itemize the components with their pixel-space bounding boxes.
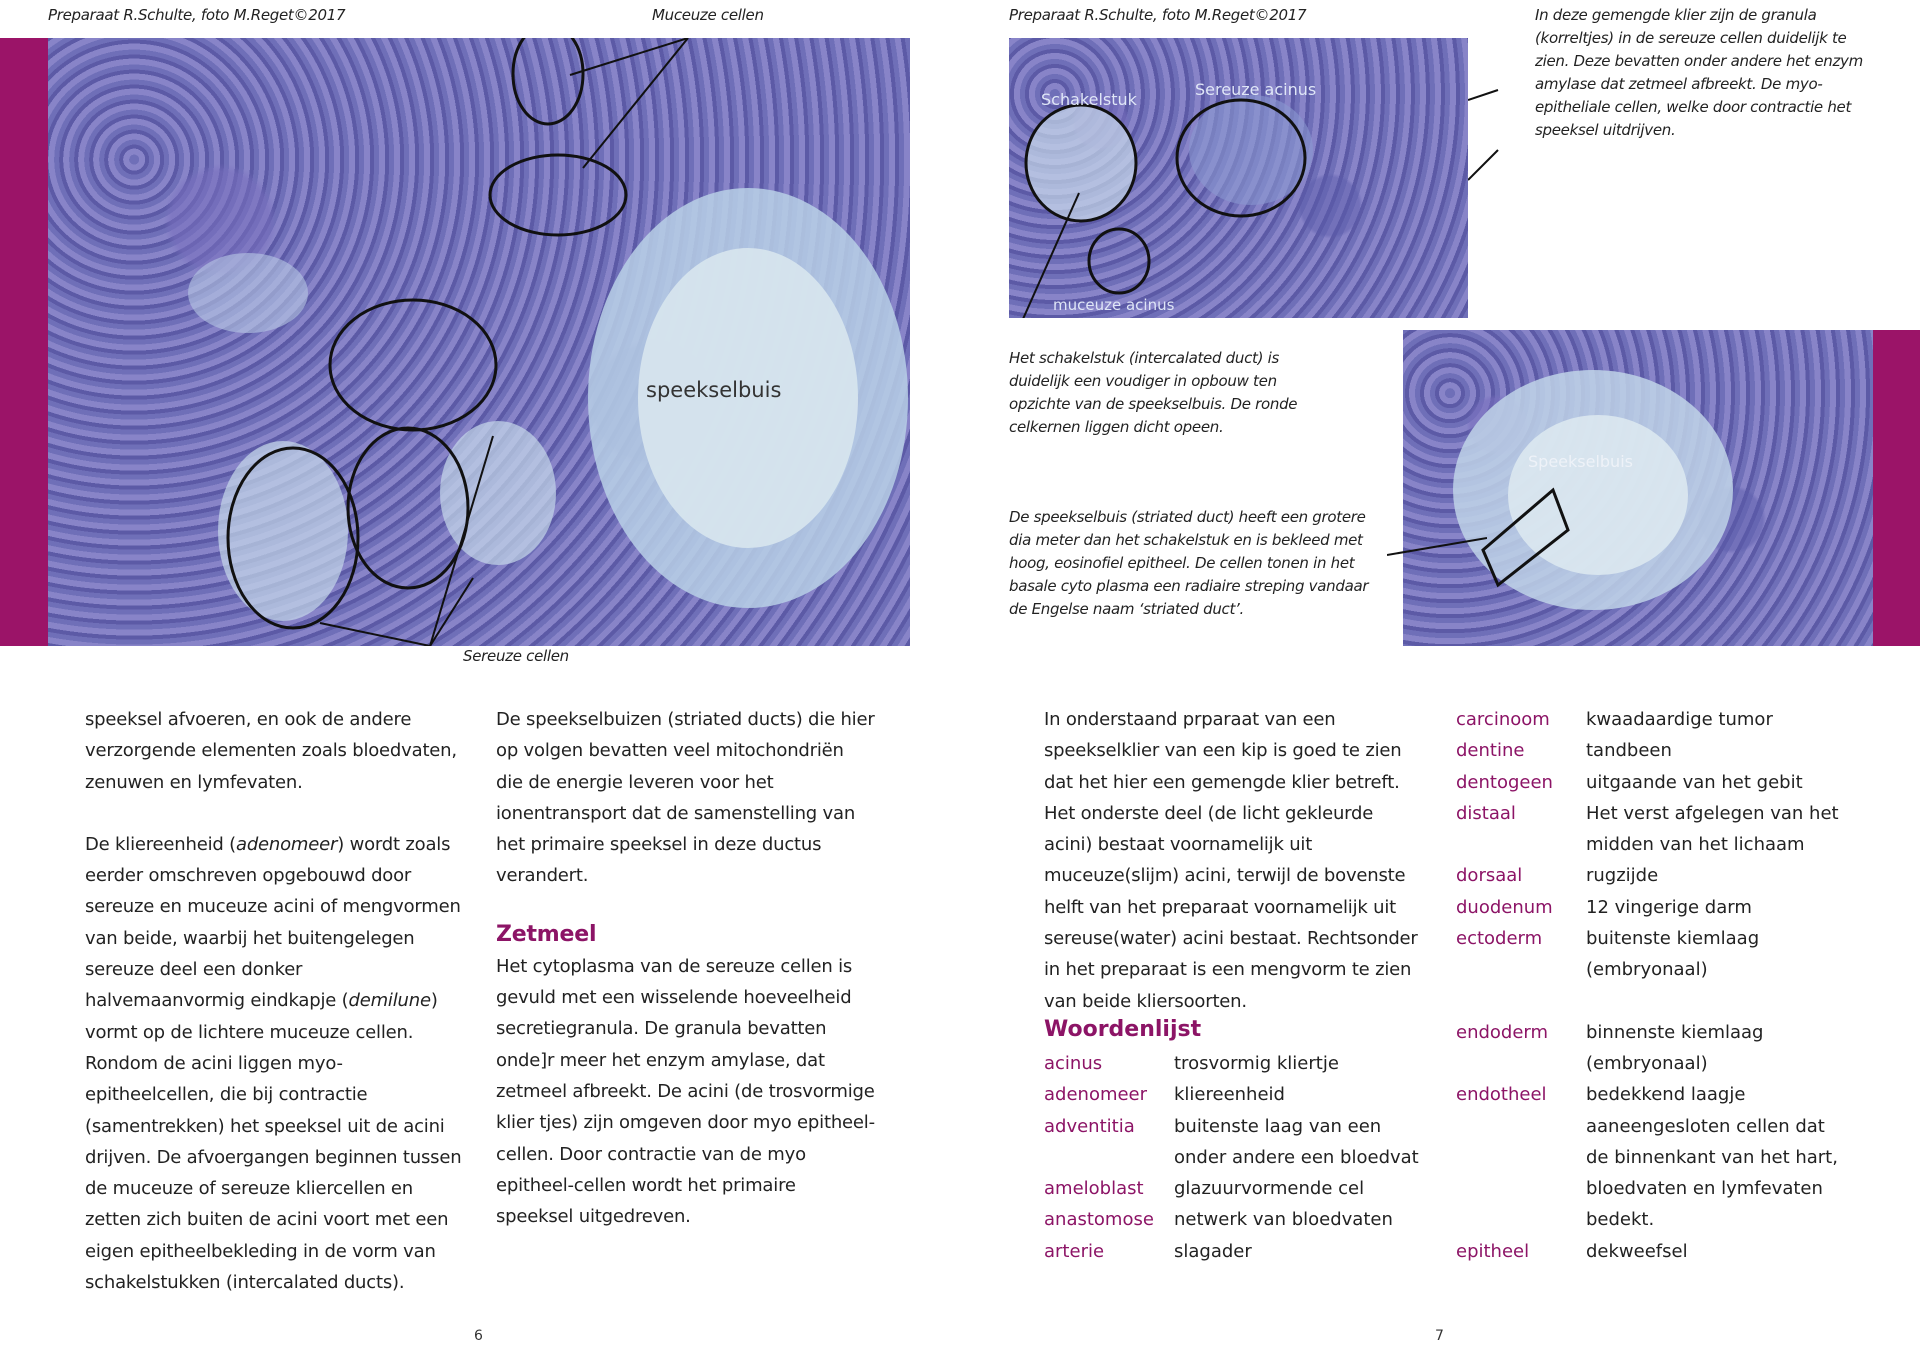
paragraph: De speekselbuizen (striated ducts) die hier op volgen bevatten veel mitochondriën die de energie leveren voor het ionentransport dat de samenstelling van het primaire speeksel in deze ductus verandert. bbox=[496, 709, 875, 887]
glossary-item: acinus trosvormig kliertje bbox=[1044, 1053, 1339, 1074]
right-bottom-annotations bbox=[1403, 330, 1873, 646]
glossary-item: epitheel dekweefsel bbox=[1456, 1240, 1688, 1262]
glossary-item: distaal Het verst afgelegen van het midden van het lichaam bbox=[1456, 802, 1839, 856]
right-top-micrograph bbox=[1009, 38, 1468, 318]
glossary-right bbox=[1456, 704, 1841, 1267]
label-speekselbuis: speekselbuis bbox=[646, 378, 782, 402]
glossary-item: ameloblast glazuurvormende cel bbox=[1044, 1178, 1365, 1200]
label-sereuze-cellen: Sereuze cellen bbox=[463, 647, 569, 665]
label-speekselbuis-right: Speekselbuis bbox=[1528, 452, 1633, 471]
page-number-right: 7 bbox=[1435, 1328, 1444, 1344]
caption-speekselbuis: De speekselbuis (striated duct) heeft een grotere dia meter dan het schakelstuk en is bekleed met hoog, eosinofiel epitheel. De cellen tonen in het basale cyto plasma een radiaire streping vandaar de Engelse naam ‘striated duct’. bbox=[1009, 508, 1369, 618]
heading-woordenlijst: Woordenlijst bbox=[1044, 1017, 1202, 1042]
speekselbuis-arrow bbox=[1387, 530, 1487, 570]
right-photo-credit: Preparaat R.Schulte, foto M.Reget©2017 bbox=[1009, 6, 1307, 24]
caption-schakelstuk: Het schakelstuk (intercalated duct) is duidelijk een voudiger in opbouw ten opzichte van de speekselbuis. De ronde celkernen liggen dicht opeen. bbox=[1009, 349, 1298, 436]
glossary-item: adenomeer kliereenheid bbox=[1044, 1084, 1285, 1106]
heading-zetmeel: Zetmeel bbox=[496, 921, 597, 947]
glossary-item: arterie slagader bbox=[1044, 1240, 1252, 1262]
caption-granula: In deze gemengde klier zijn de granula (korreltjes) in de sereuze cellen duidelijk te zien. Deze bevatten onder andere het enzym amylase dat zetmeel afbreekt. De myo-epitheliale cellen, welke door contractie het speeksel uitdrijven. bbox=[1535, 6, 1863, 139]
glossary-spacer bbox=[1456, 986, 1841, 1017]
left-micrograph-annotations bbox=[48, 38, 910, 646]
left-column-1 bbox=[85, 704, 465, 1329]
glossary-item: carcinoom kwaadaardige tumor bbox=[1456, 709, 1773, 730]
paragraph: De kliereenheid (adenomeer) wordt zoals eerder omschreven opgebouwd door sereuze en muceuze acini of mengvormen van beide, waarbij het buitengelegen sereuze deel een donker halvemaanvormig eindkapje (demilune) vormt op de lichtere muceuze cellen. Rondom de acini liggen myo-epitheelcellen, die bij contractie (samentrekken) het speeksel uit de acini drijven. De afvoergangen beginnen tussen de muceuze of sereuze kliercellen en zetten zich buiten de acini voort met een eigen epitheelbekleding in de vorm van schakelstukken (intercalated ducts). bbox=[85, 833, 462, 1294]
left-photo-credit: Preparaat R.Schulte, foto M.Reget©2017 bbox=[48, 6, 346, 24]
paragraph: Het cytoplasma van de sereuze cellen is gevuld met een wisselende hoeveelheid secretiegranula. De granula bevatten onde]r meer het enzym amylase, dat zetmeel afbreekt. De acini (de trosvormige klier tjes) zijn omgeven door myo epitheel-cellen. Door contractie van de myo epitheel-cellen wordt het primaire speeksel uitgedreven. bbox=[496, 955, 875, 1228]
caption-granula-arrows bbox=[1468, 40, 1548, 200]
right-bottom-micrograph bbox=[1403, 330, 1873, 646]
glossary-left bbox=[1044, 1048, 1429, 1267]
label-schakelstuk: Schakelstuk bbox=[1041, 90, 1137, 109]
glossary-item: duodenum 12 vingerige darm bbox=[1456, 896, 1752, 918]
left-accent-bar bbox=[0, 38, 48, 646]
glossary-item: adventitia buitenste laag van een onder andere een bloedvat bbox=[1044, 1115, 1419, 1168]
glossary-item: anastomose netwerk van bloedvaten bbox=[1044, 1209, 1393, 1231]
right-accent-bar bbox=[1873, 330, 1920, 646]
right-intro: In onderstaand prparaat van een speekselklier van een kip is goed te zien dat het hier een gemengde klier betreft. Het onderste deel (de licht gekleurde acini) bestaat voornamelijk uit muceuze(slijm) acini, terwijl de bovenste helft van het preparaat voornamelijk uit sereuse(water) acini bestaat. Rechtsonder in het preparaat is een mengvorm te zien van beide kliersoorten. bbox=[1044, 709, 1418, 1012]
left-column-2 bbox=[496, 704, 876, 1263]
glossary-item: ectoderm buitenste kiemlaag (embryonaal) bbox=[1456, 928, 1760, 981]
glossary-item: dentogeen uitgaande van het gebit bbox=[1456, 771, 1803, 793]
label-muceuze-acinus: muceuze acinus bbox=[1053, 296, 1175, 314]
glossary-item: dorsaal rugzijde bbox=[1456, 865, 1659, 887]
label-sereuze-acinus: Sereuze acinus bbox=[1195, 80, 1317, 99]
glossary-item: dentine tandbeen bbox=[1456, 740, 1672, 762]
page-number-left: 6 bbox=[474, 1328, 483, 1344]
glossary-item: endoderm binnenste kiemlaag (embryonaal) bbox=[1456, 1021, 1764, 1074]
left-micrograph bbox=[48, 38, 910, 646]
glossary-item: endotheel bedekkend laagje aaneengesloten cellen dat de binnenkant van het hart, bloedvaten en lymfevaten bedekt. bbox=[1456, 1084, 1838, 1231]
paragraph: speeksel afvoeren, en ook de andere verzorgende elementen zoals bloedvaten, zenuwen en lymfevaten. bbox=[85, 709, 457, 793]
label-muceuze-cellen: Muceuze cellen bbox=[652, 6, 764, 24]
